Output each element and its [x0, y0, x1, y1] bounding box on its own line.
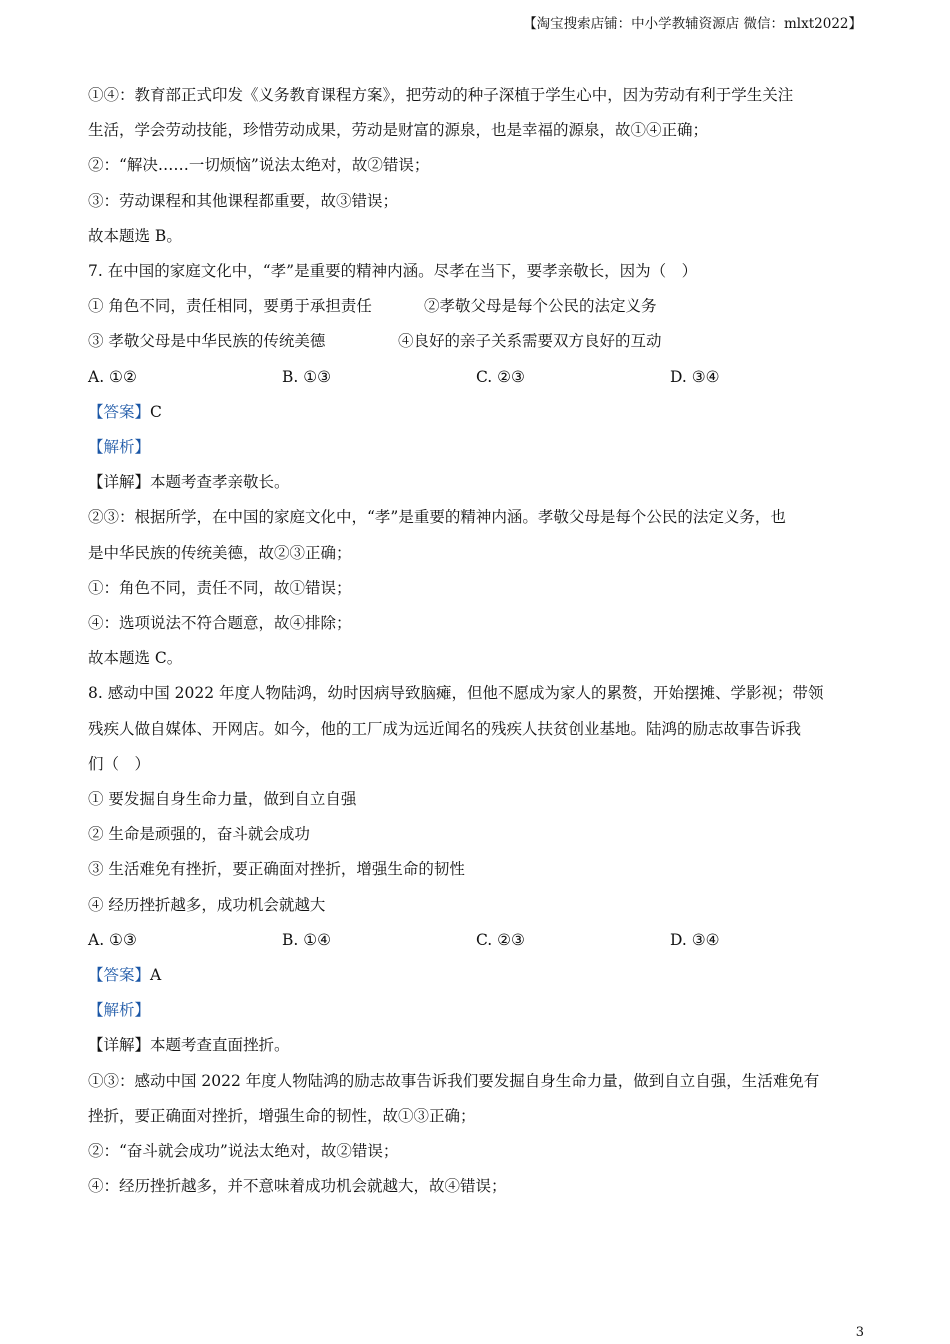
q7-statement-1: ① 角色不同，责任相同，要勇于承担责任 [88, 297, 372, 316]
q7-option-c: C. ②③ [476, 367, 525, 386]
page-number: 3 [855, 1325, 864, 1340]
q8-stem: 8. 感动中国 2022 年度人物陆鸿，幼时因病导致脑瘫，但他不愿成为家人的累赘，开始摆摊、学影视；带领 [88, 684, 824, 703]
q7-detail-line: ②③：根据所学，在中国的家庭文化中，“孝”是重要的精神内涵。孝敬父母是每个公民的法定义务，也 [88, 508, 786, 527]
answer-label: 【答案】 [88, 402, 151, 421]
q7-statements-row-2 [88, 324, 868, 359]
q8-detail-line: ④：经历挫折越多，并不意味着成功机会就越大，故④错误； [88, 1177, 507, 1196]
q7-statement-2: ②孝敬父母是每个公民的法定义务 [424, 297, 657, 316]
q7-statement-4: ④良好的亲子关系需要双方良好的互动 [398, 332, 662, 351]
q8-statement-3: ③ 生活难免有挫折，要正确面对挫折，增强生命的韧性 [88, 860, 465, 879]
q7-statement-3: ③ 孝敬父母是中华民族的传统美德 [88, 332, 326, 351]
q8-detail-line: 挫折，要正确面对挫折，增强生命的韧性，故①③正确； [88, 1106, 476, 1125]
prev-explanation-line: 生活，学会劳动技能，珍惜劳动成果，劳动是财富的源泉，也是幸福的源泉，故①④正确； [88, 121, 709, 140]
q7-analysis-label: 【解析】 [88, 438, 151, 457]
q8-option-c: C. ②③ [476, 930, 525, 949]
q7-option-a: A. ①② [88, 367, 137, 386]
q8-stem: 残疾人做自媒体、开网店。如今，他的工厂成为远近闻名的残疾人扶贫创业基地。陆鸿的励志故事告诉我 [88, 719, 802, 738]
q7-statements-row-1 [88, 289, 868, 324]
q8-stem: 们（ ） [88, 754, 151, 773]
q7-stem: 7. 在中国的家庭文化中，“孝”是重要的精神内涵。尽孝在当下，要孝亲敬长，因为（ ） [88, 262, 698, 281]
q7-answer [88, 395, 868, 430]
q8-statement-1: ① 要发掘自身生命力量，做到自立自强 [88, 790, 357, 809]
q8-detail-line: 【详解】本题考查直面挫折。 [88, 1036, 290, 1055]
answer-value: A [150, 966, 162, 985]
answer-value: C [150, 402, 162, 421]
q7-detail-line: 【详解】本题考查孝亲敬长。 [88, 473, 290, 492]
q8-detail-line: ①③：感动中国 2022 年度人物陆鸿的励志故事告诉我们要发掘自身生命力量，做到自立自强，生活难免有 [88, 1071, 820, 1090]
prev-conclusion: 故本题选 B。 [88, 226, 182, 245]
q8-statement-4: ④ 经历挫折越多，成功机会就越大 [88, 895, 326, 914]
q7-option-d: D. ③④ [670, 367, 720, 386]
q8-detail-line: ②：“奋斗就会成功”说法太绝对，故②错误； [88, 1142, 399, 1161]
q8-option-d: D. ③④ [670, 930, 720, 949]
q7-option-b: B. ①③ [282, 367, 332, 386]
q8-options [88, 923, 868, 958]
page-header: 【淘宝搜索店铺：中小学教辅资源店 微信：mlxt2022】 [523, 16, 862, 32]
prev-explanation-line: ③：劳动课程和其他课程都重要，故③错误； [88, 191, 399, 210]
prev-explanation-line: ①④：教育部正式印发《义务教育课程方案》，把劳动的种子深植于学生心中，因为劳动有利于学生关注 [88, 86, 794, 104]
document-body [88, 78, 868, 1205]
q8-analysis-label: 【解析】 [88, 1001, 151, 1020]
q7-options [88, 360, 868, 395]
answer-label: 【答案】 [88, 966, 151, 985]
q8-statement-2: ② 生命是顽强的，奋斗就会成功 [88, 825, 310, 844]
prev-explanation-line: ②：“解决……一切烦恼”说法太绝对，故②错误； [88, 156, 430, 175]
q7-detail-line: ④：选项说法不符合题意，故④排除； [88, 614, 352, 633]
q7-detail-line: 是中华民族的传统美德，故②③正确； [88, 543, 352, 562]
q8-option-b: B. ①④ [282, 930, 332, 949]
q8-answer [88, 958, 868, 993]
q8-option-a: A. ①③ [88, 930, 137, 949]
q7-detail-line: ①：角色不同，责任不同，故①错误； [88, 578, 352, 597]
q7-conclusion: 故本题选 C。 [88, 649, 183, 668]
